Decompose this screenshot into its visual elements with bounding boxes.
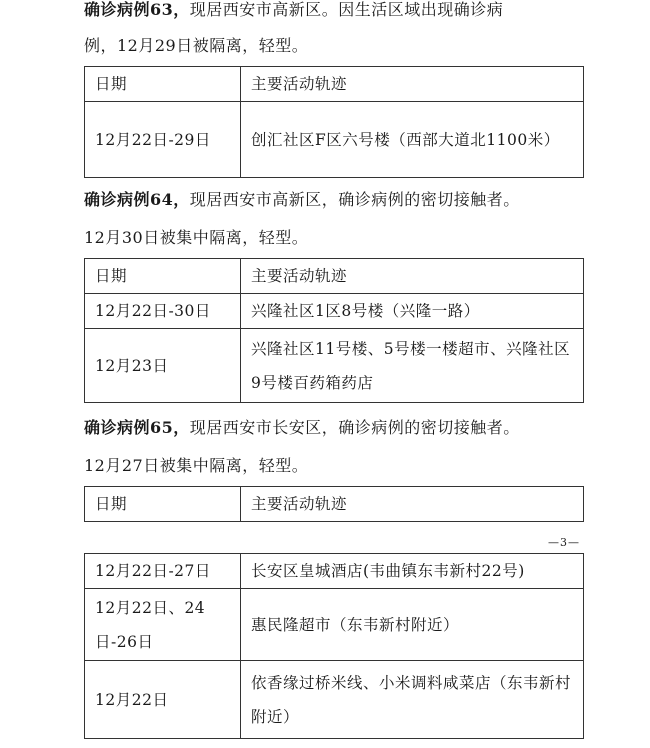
header-date: 日期 (85, 487, 241, 522)
row-date: 12月22日 (85, 661, 241, 739)
row-track: 创汇社区F区六号楼（西部大道北1100米） (241, 102, 584, 178)
case63-table (84, 66, 584, 178)
case65-line2: 12月27日被集中隔离，轻型。 (84, 456, 309, 475)
row-date: 12月22日-30日 (85, 294, 241, 329)
header-date: 日期 (85, 259, 241, 294)
table-row (85, 661, 584, 739)
row-track: 长安区皇城酒店(韦曲镇东韦新村22号) (241, 554, 584, 589)
row-track: 惠民隆超市（东韦新村附近） (241, 589, 584, 661)
case63-desc: 现居西安市高新区。因生活区域出现确诊病 (189, 0, 504, 19)
table-header-row (85, 259, 584, 294)
table-row (85, 329, 584, 403)
table-header-row (85, 487, 584, 522)
row-track: 依香缘过桥米线、小米调料咸菜店（东韦新村附近） (241, 661, 584, 739)
table-row (85, 554, 584, 589)
header-date: 日期 (85, 67, 241, 102)
case64-table (84, 258, 584, 403)
table-header-row (85, 67, 584, 102)
case65-desc: 现居西安市长安区，确诊病例的密切接触者。 (189, 418, 520, 437)
case63-title: 确诊病例63， (84, 0, 190, 19)
row-date: 12月23日 (85, 329, 241, 403)
row-date: 12月22日、24日-26日 (85, 589, 241, 661)
case65-title: 确诊病例65， (84, 418, 190, 437)
case64-line2: 12月30日被集中隔离，轻型。 (84, 228, 309, 247)
case64-title: 确诊病例64， (84, 190, 190, 209)
table-row (85, 294, 584, 329)
case64-desc: 现居西安市高新区，确诊病例的密切接触者。 (189, 190, 520, 209)
case65-table-top-clip (0, 486, 650, 522)
header-track: 主要活动轨迹 (241, 259, 584, 294)
table-row (85, 102, 584, 178)
header-track: 主要活动轨迹 (241, 67, 584, 102)
page-break (0, 522, 650, 534)
row-track: 兴隆社区11号楼、5号楼一楼超市、兴隆社区9号楼百药箱药店 (241, 329, 584, 403)
table-row (85, 589, 584, 661)
case65-table-header (84, 486, 584, 522)
case63-line1 (84, 0, 604, 26)
case63-line2: 例，12月29日被隔离，轻型。 (84, 36, 309, 55)
case65-line1 (84, 412, 604, 444)
case65-table (84, 553, 584, 739)
header-track: 主要活动轨迹 (241, 487, 584, 522)
row-track: 兴隆社区1区8号楼（兴隆一路） (241, 294, 584, 329)
row-date: 12月22日-27日 (85, 554, 241, 589)
row-date: 12月22日-29日 (85, 102, 241, 178)
page-number: —3— (548, 536, 580, 549)
case64-line1 (84, 184, 604, 216)
